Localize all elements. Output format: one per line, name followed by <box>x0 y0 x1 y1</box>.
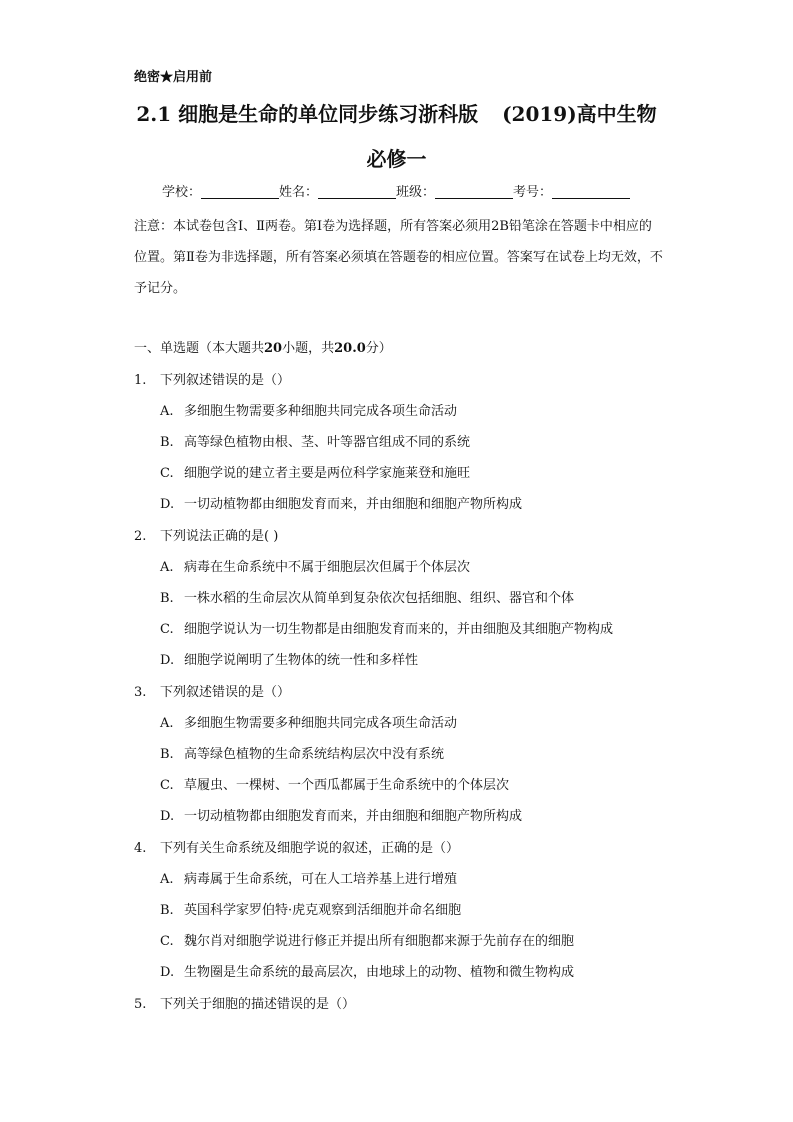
question-3 <box>134 681 290 700</box>
name-field[interactable] <box>318 184 396 199</box>
question-number: 1. <box>134 373 147 388</box>
school-label: 学校： <box>162 185 202 200</box>
question-4 <box>134 837 459 856</box>
option-2c[interactable]: C. 细胞学说认为一切生物都是由细胞发育而来的，并由细胞及其细胞产物构成 <box>160 622 614 637</box>
question-stem: 下列说法正确的是( ) <box>160 529 279 544</box>
question-1 <box>134 369 290 388</box>
option-2b[interactable]: B. 一株水稻的生命层次从简单到复杂依次包括细胞、组织、器官和个体 <box>160 591 575 606</box>
option-1c[interactable]: C. 细胞学说的建立者主要是两位科学家施莱登和施旺 <box>160 466 471 481</box>
class-field[interactable] <box>435 184 513 199</box>
secret-label: 绝密★启用前 <box>134 70 213 85</box>
exam-title-line1 <box>0 98 793 127</box>
question-stem: 下列关于细胞的描述错误的是（） <box>160 997 356 1012</box>
total-score: 20.0 <box>334 341 366 356</box>
question-2 <box>134 525 278 544</box>
question-number: 3. <box>134 685 147 700</box>
option-4b[interactable]: B. 英国科学家罗伯特·虎克观察到活细胞并命名细胞 <box>160 903 462 918</box>
number-label: 考号： <box>513 185 553 200</box>
option-2a[interactable]: A. 病毒在生命系统中不属于细胞层次但属于个体层次 <box>160 560 471 575</box>
option-3a[interactable]: A. 多细胞生物需要多种细胞共同完成各项生命活动 <box>160 716 458 731</box>
question-stem: 下列有关生命系统及细胞学说的叙述，正确的是（） <box>160 841 460 856</box>
title-part-a: 2.1 细胞是生命的单位同步练习浙科版 <box>136 102 479 126</box>
option-2d[interactable]: D. 细胞学说阐明了生物体的统一性和多样性 <box>160 653 419 668</box>
school-field[interactable] <box>201 184 279 199</box>
question-number: 4. <box>134 841 147 856</box>
option-4a[interactable]: A. 病毒属于生命系统，可在人工培养基上进行增殖 <box>160 872 458 887</box>
question-number: 5. <box>134 997 147 1012</box>
option-1a[interactable]: A. 多细胞生物需要多种细胞共同完成各项生命活动 <box>160 404 458 419</box>
question-stem: 下列叙述错误的是（） <box>160 685 291 700</box>
option-1b[interactable]: B. 高等绿色植物由根、茎、叶等器官组成不同的系统 <box>160 435 471 450</box>
notice-paragraph: 注意：本试卷包含Ⅰ、Ⅱ两卷。第Ⅰ卷为选择题，所有答案必须用2B铅笔涂在答题卡中相应的位置。第Ⅱ卷为非选择题，所有答案必须填在答题卷的相应位置。答案写在试卷上均无效，不予记分。 <box>134 219 663 296</box>
number-field[interactable] <box>552 184 630 199</box>
title-part-b: (2019)高中生物 <box>502 102 657 126</box>
option-1d[interactable]: D. 一切动植物都由细胞发育而来，并由细胞和细胞产物所构成 <box>160 497 523 512</box>
class-label: 班级： <box>396 185 436 200</box>
student-info-row <box>162 181 630 200</box>
question-number: 2. <box>134 529 147 544</box>
option-4d[interactable]: D. 生物圈是生命系统的最高层次，由地球上的动物、植物和微生物构成 <box>160 965 575 980</box>
name-label: 姓名： <box>279 185 319 200</box>
question-5 <box>134 993 355 1012</box>
exam-title-line2: 必修一 <box>366 147 427 171</box>
question-count: 20 <box>264 341 283 356</box>
option-3c[interactable]: C. 草履虫、一棵树、一个西瓜都属于生命系统中的个体层次 <box>160 778 510 793</box>
option-3d[interactable]: D. 一切动植物都由细胞发育而来，并由细胞和细胞产物所构成 <box>160 809 523 824</box>
option-4c[interactable]: C. 魏尔肖对细胞学说进行修正并提出所有细胞都来源于先前存在的细胞 <box>160 934 575 949</box>
question-stem: 下列叙述错误的是（） <box>160 373 291 388</box>
section-heading: 一、单选题（本大题共20小题，共20.0分） <box>134 341 392 356</box>
option-3b[interactable]: B. 高等绿色植物的生命系统结构层次中没有系统 <box>160 747 445 762</box>
